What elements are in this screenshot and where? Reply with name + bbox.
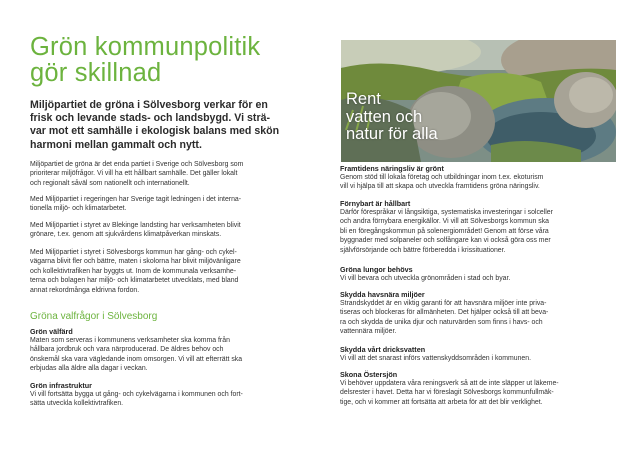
body-paragraph bbox=[30, 248, 305, 295]
title-line: Grön kommunpolitik bbox=[30, 33, 261, 61]
body-line: Miljöpartiet de gröna är det enda partiet i Sverige och Sölvesborg som bbox=[30, 161, 244, 168]
body-paragraph bbox=[30, 195, 305, 214]
body-line: Med Miljöpartiet i styret av Blekinge landsting har verksamheten blivit bbox=[30, 222, 241, 229]
body-line: tionella miljö- och klimatarbetet. bbox=[30, 205, 127, 213]
item-line: tige, och vi kommer att fortsätta att arbeta för att det blir verklighet. bbox=[340, 398, 543, 406]
item-line: erbjudas alla äldre alla dagar i veckan. bbox=[30, 365, 148, 373]
item-text bbox=[340, 274, 620, 283]
item-line: Vi vill fortsätta bygga ut gång- och cykelvägarna i kommunen och fort- bbox=[30, 391, 243, 398]
item-line: Genom stöd till lokala företag och utbildningar inom t.ex. ekoturism bbox=[340, 174, 544, 181]
item-line: byggnader med solpaneler och solfångare kan vi också göra oss mer bbox=[340, 237, 551, 245]
lead-line: var mot ett samhälle i ekologisk balans med skön bbox=[30, 125, 280, 138]
item-line: Vi vill bevara och utveckla grönområden i stad och byar. bbox=[340, 275, 511, 282]
item-text bbox=[340, 173, 620, 192]
item-line: Strandskyddet är en viktig garanti för att havsnära miljöer inte priva- bbox=[340, 300, 547, 307]
item-line: ra och skydda de unika djur och naturvärden som finns i havs- och bbox=[340, 318, 543, 326]
item-text bbox=[30, 390, 305, 409]
item-text bbox=[340, 208, 620, 255]
photo-title-line: vatten och bbox=[346, 107, 423, 126]
item-heading: Gröna lungor behövs bbox=[340, 265, 413, 274]
section-title: Gröna valfrågor i Sölvesborg bbox=[30, 311, 158, 322]
item-line: sätta utveckla kollektivtrafiken. bbox=[30, 400, 124, 408]
item-line: och andra förnybara energikällor. Vi vill att Sölvesborgs kommun ska bbox=[340, 218, 549, 226]
body-paragraph bbox=[30, 221, 305, 240]
item-line: tiseras och blockeras för allmänheten. Det hjälper också till att beva- bbox=[340, 309, 549, 317]
item-line: delsrester i havet. Detta har vi föreslagit Sölvesborgs kommunfullmäk- bbox=[340, 389, 554, 397]
item-line: självförsörjande och bättre förberedda i krissituationer. bbox=[340, 246, 506, 254]
item-line: vattennära miljöer. bbox=[340, 328, 397, 336]
page-title bbox=[30, 34, 300, 86]
photo-title-line: natur för alla bbox=[346, 125, 438, 143]
item-line: vill vi hjälpa till att skapa och utveckla framtidens gröna näringsliv. bbox=[340, 183, 540, 191]
item-line: bli en föregångskommun på solenergiområdet! Genom att förse våra bbox=[340, 227, 549, 235]
body-line: annat rekordmånga eldrivna fordon. bbox=[30, 286, 140, 294]
item-line: Vi behöver uppdatera våra reningsverk så att de inte släpper ut läkeme- bbox=[340, 380, 559, 387]
item-line: Maten som serveras i kommunens verksamheter ska komma från bbox=[30, 337, 230, 344]
lead-paragraph bbox=[30, 99, 305, 152]
item-heading: Skona Östersjön bbox=[340, 370, 398, 379]
item-text bbox=[340, 299, 620, 337]
item-heading: Skydda vårt dricksvatten bbox=[340, 345, 426, 354]
body-line: och regionalt såväl som nationellt och internationellt. bbox=[30, 179, 190, 187]
body-line: och kollektivtrafiken har byggts ut. Inom de kommunala verksamhe- bbox=[30, 267, 237, 275]
body-line: grönare, t.ex. genom att sjukvårdens klimatpåverkan minskats. bbox=[30, 231, 222, 239]
lead-line: harmoni mellan gammalt och nytt. bbox=[30, 138, 202, 151]
item-heading: Grön välfärd bbox=[30, 327, 73, 336]
item-text bbox=[30, 336, 305, 374]
photo-title bbox=[346, 91, 516, 144]
item-line: Därför förespråkar vi långsiktiga, systematiska investeringar i solceller bbox=[340, 209, 553, 216]
body-line: terna och bolagen har miljö- och klimatarbetet utvecklats, med bland bbox=[30, 277, 239, 285]
item-line: hållbara jordbruk och vara närproducerad. De äldres behov och bbox=[30, 346, 224, 354]
lead-line: Miljöpartiet de gröna i Sölvesborg verkar för en bbox=[30, 99, 268, 111]
body-line: prioriterar miljöfrågor. Vi vill ha ett hållbart samhälle. Det gäller lokalt bbox=[30, 170, 238, 178]
item-heading: Skydda havsnära miljöer bbox=[340, 290, 425, 299]
item-text bbox=[340, 379, 620, 407]
item-text bbox=[340, 354, 620, 363]
body-line: Med Miljöpartiet i styret i Sölvesborgs kommun har gång- och cykel- bbox=[30, 249, 237, 256]
item-line: önskemål ska vara vägledande inom omsorgen. Vi vill att efterrätt ska bbox=[30, 355, 243, 363]
item-line: Vi vill att det snarast införs vattenskyddsområden i kommunen. bbox=[340, 355, 531, 362]
body-line: Med Miljöpartiet i regeringen har Sverige tagit ledningen i det interna- bbox=[30, 196, 242, 203]
lead-line: frisk och levande stads- och landsbygd. Vi strä- bbox=[30, 112, 270, 125]
item-heading: Förnybart är hållbart bbox=[340, 199, 411, 208]
item-heading: Grön infrastruktur bbox=[30, 381, 92, 390]
body-line: vägarna blivit fler och bättre, maten i skolorna har blivit miljövänligare bbox=[30, 258, 241, 266]
body-paragraph bbox=[30, 160, 305, 188]
item-heading: Framtidens näringsliv är grönt bbox=[340, 164, 444, 173]
title-line: gör skillnad bbox=[30, 59, 162, 87]
photo-title-line: Rent bbox=[346, 90, 381, 108]
